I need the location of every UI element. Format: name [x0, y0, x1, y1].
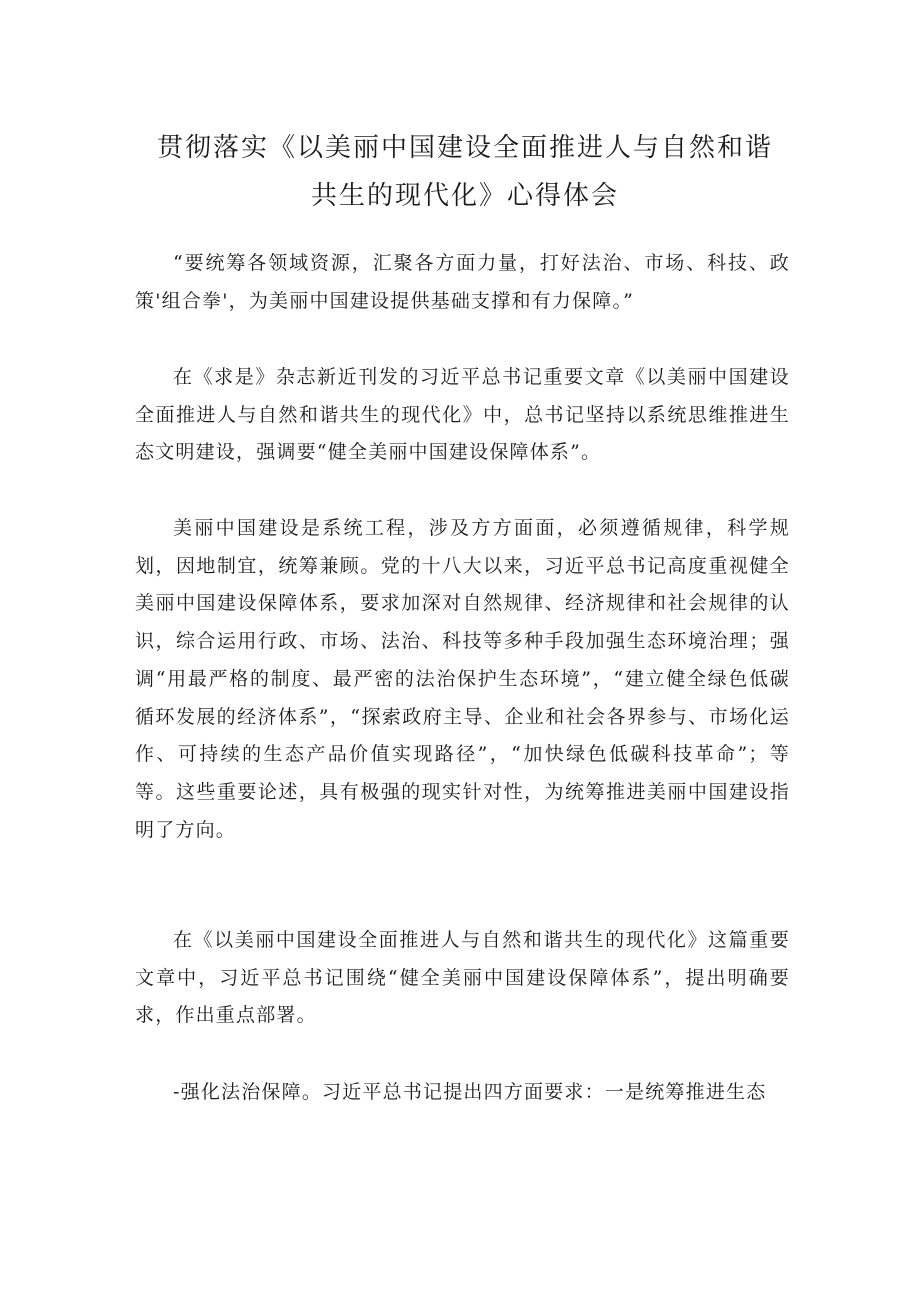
paragraph-intro: 在《求是》杂志新近刊发的习近平总书记重要文章《以美丽中国建设全面推进人与自然和谐共生的现代化》中，总书记坚持以系统思维推进生态文明建设，强调要“健全美丽中国建设保障体系”。 [135, 366, 790, 464]
paragraph-quote: “要统筹各领域资源，汇聚各方面力量，打好法治、市场、科技、政策'组合拳'，为美丽中国建设提供基础支撑和有力保障。” [135, 252, 790, 312]
title-line-1: 贯彻落实《以美丽中国建设全面推进人与自然和谐 [156, 133, 773, 163]
title-line-2: 共生的现代化》心得体会 [310, 181, 619, 211]
document-title [120, 124, 810, 220]
paragraph-rule-of-law: -强化法治保障。习近平总书记提出四方面要求：一是统筹推进生态 [173, 1081, 767, 1103]
paragraph-article-summary: 在《以美丽中国建设全面推进人与自然和谐共生的现代化》这篇重要文章中，习近平总书记围绕“健全美丽中国建设保障体系”，提出明确要求，作出重点部署。 [135, 929, 790, 1027]
paragraph-background: 美丽中国建设是系统工程，涉及方方面面，必须遵循规律，科学规划，因地制宜，统筹兼顾。党的十八大以来，习近平总书记高度重视健全美丽中国建设保障体系，要求加深对自然规律、经济规律和社会规律的认识，综合运用行政、市场、法治、科技等多种手段加强生态环境治理；强调“用最严格的制度、最严密的法治保护生态环境”，“建立健全绿色低碳循环发展的经济体系”，“探索政府主导、企业和社会各界参与、市场化运作、可持续的生态产品价值实现路径”，“加快绿色低碳科技革命”；等等。这些重要论述，具有极强的现实针对性，为统筹推进美丽中国建设指明了方向。 [135, 517, 790, 841]
